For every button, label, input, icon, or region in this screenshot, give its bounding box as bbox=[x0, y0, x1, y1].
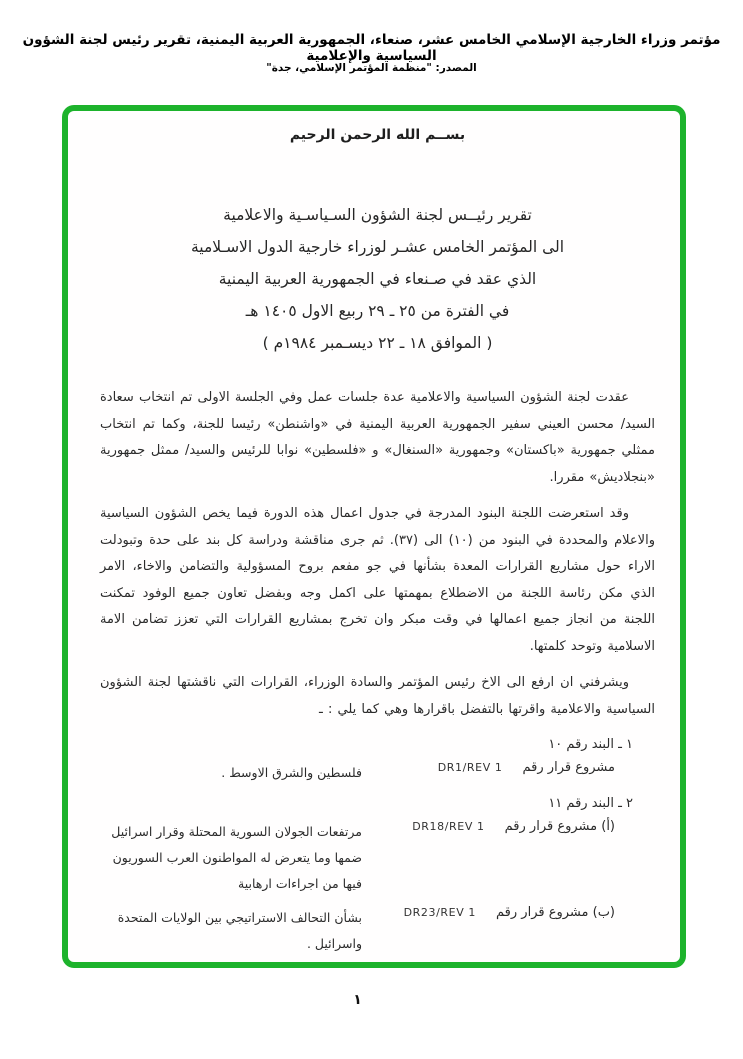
title-line-5: ( الموافق ١٨ ـ ٢٢ ديسـمبر ١٩٨٤م ) bbox=[262, 334, 493, 352]
resolution-row bbox=[100, 905, 615, 957]
resolution-ref bbox=[404, 905, 615, 957]
paragraph-submission: ويشرفني ان ارفع الى الاخ رئيس المؤتمر والسادة الوزراء، القرارات التي ناقشتها لجنة الشؤون السياسية والاعلامية واقرتها بالتفضل باقرارها وهي كما يلي : ـ bbox=[100, 675, 655, 717]
report-title-block bbox=[100, 199, 655, 359]
resolution-ref bbox=[412, 819, 615, 897]
resolution-label: (أ) مشروع قرار رقم bbox=[504, 819, 615, 834]
resolution-code: DR18/REV 1 bbox=[412, 820, 485, 833]
resolution-code: DR1/REV 1 bbox=[437, 761, 503, 774]
resolution-row bbox=[100, 819, 615, 897]
resolution-subject: فلسطين والشرق الاوسط . bbox=[221, 765, 362, 780]
document-body bbox=[68, 127, 680, 957]
resolution-row bbox=[100, 760, 615, 786]
resolution-label: (ب) مشروع قرار رقم bbox=[496, 905, 615, 920]
green-scan-frame bbox=[62, 105, 686, 968]
bismillah-line: بســم الله الرحمن الرحيم bbox=[289, 127, 466, 143]
agenda-item-10-heading: ١ ـ البند رقم ١٠ bbox=[548, 737, 633, 752]
resolution-label: مشروع قرار رقم bbox=[522, 760, 615, 775]
agenda-item-11-heading: ٢ ـ البند رقم ١١ bbox=[548, 796, 633, 811]
title-line-3: الذي عقد في صـنعاء في الجمهورية العربية اليمنية bbox=[218, 270, 537, 288]
catalog-header-title: مؤتمر وزراء الخارجية الإسلامي الخامس عشر، صنعاء، الجمهورية العربية اليمنية، تقرير رئيس لجنة الشؤون السياسية والإعلامية bbox=[22, 32, 721, 64]
page-number: ١ bbox=[353, 992, 362, 1008]
resolution-ref bbox=[438, 760, 615, 786]
resolution-subject: مرتفعات الجولان السورية المحتلة وقرار اسرائيل ضمها وما يتعرض له المواطنون العرب السوريون فيها من اجراءات ارهابية bbox=[111, 824, 362, 891]
title-line-4: في الفترة من ٢٥ ـ ٢٩ ربيع الاول ١٤٠٥ هـ bbox=[245, 302, 510, 320]
paragraph-committee-formation: عقدت لجنة الشؤون السياسية والاعلامية عدة جلسات عمل وفي الجلسة الاولى تم انتخاب سعادة السيد/ محسن العيني سفير الجمهورية العربية اليمنية في «واشنطن» رئيسا للجنة، وكما تم انتخاب ممثلي جمهورية «باكستان» وجمهورية «السنغال» و «فلسطين» نوابا للرئيس والسيد/ ممثل جمهورية «بنجلاديش» مقررا. bbox=[100, 390, 655, 485]
resolution-subject: بشأن التحالف الاستراتيجي بين الولايات المتحدة واسرائيل . bbox=[117, 910, 362, 951]
title-line-1: تقرير رئيــس لجنة الشؤون السـياسـية والاعلامية bbox=[223, 206, 532, 224]
resolution-code: DR23/REV 1 bbox=[403, 906, 477, 919]
paragraph-agenda-review: وقد استعرضت اللجنة البنود المدرجة في جدول اعمال هذه الدورة فيما يخص الشؤون السياسية والاعلام والمحددة في البنود من (١٠) الى (٣٧). ثم جرى مناقشة ودراسة كل بند على حدة وتبودلت الاراء حول مشاريع القرارات المعدة بشأنها في جو مفعم بروح المسؤولية والتضامن والاخاء، الامر الذي مكن رئاسة اللجنة من الاضطلاع بمهمتها على اكمل وجه وبفضل تعاون جميع الوفود تمكنت اللجنة من انجاز جميع اعمالها في وقت مبكر وان تخرج بمشاريع القرارات التي تعزز تضامن الامة الاسلامية وتوحد كلمتها. bbox=[100, 506, 655, 654]
title-line-2: الى المؤتمر الخامس عشـر لوزراء خارجية الدول الاسـلامية bbox=[190, 238, 565, 256]
catalog-header-source: المصدر: "منظمة المؤتمر الإسلامي، جدة" bbox=[266, 62, 477, 74]
